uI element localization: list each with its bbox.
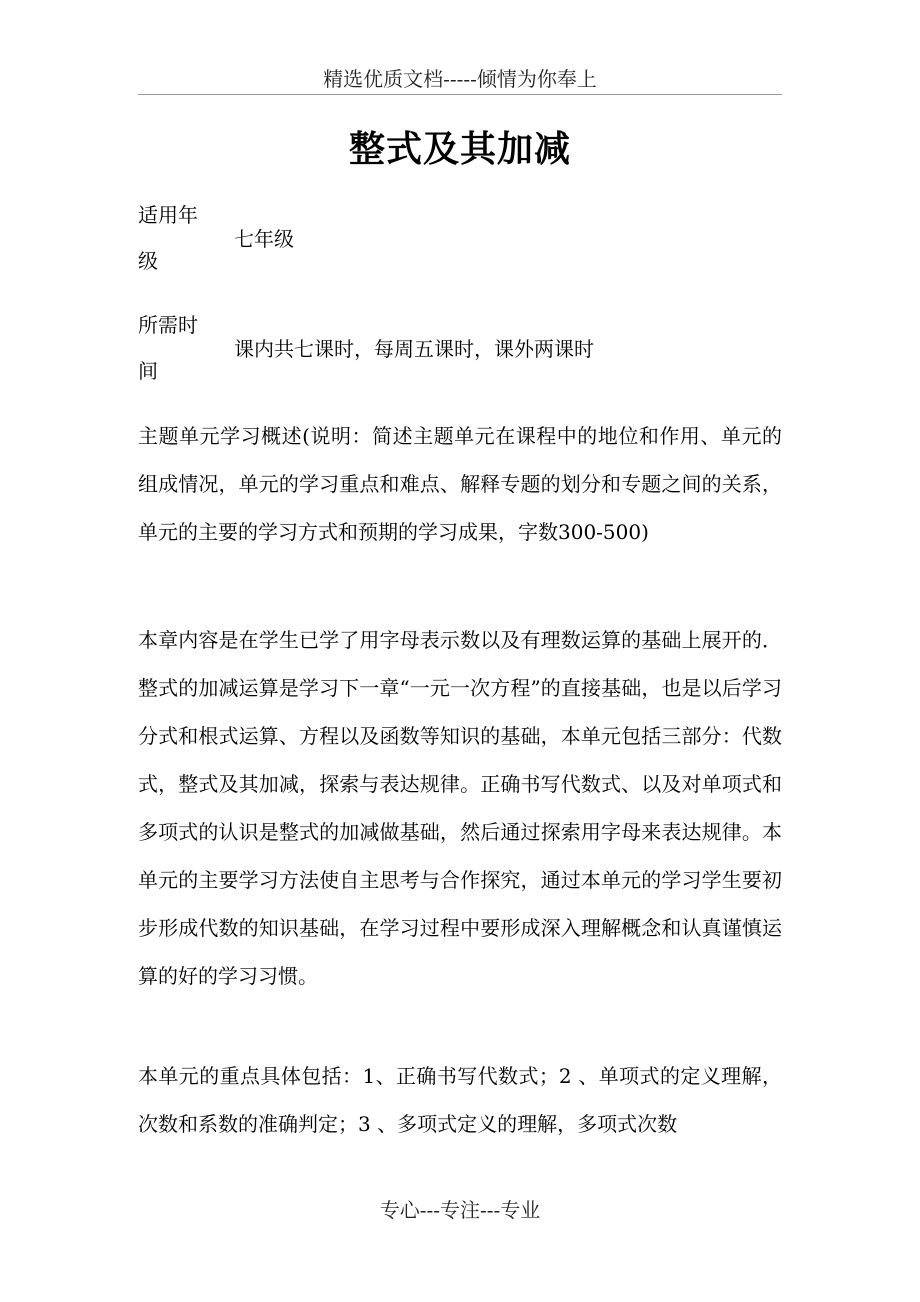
time-value: 课内共七课时，每周五课时，课外两课时 xyxy=(234,337,594,361)
overview-prompt: 主题单元学习概述(说明：简述主题单元在课程中的地位和作用、单元的组成情况，单元的学习重点和难点、解释专题的划分和专题之间的关系，单元的主要的学习方式和预期的学习成果，字数300-500) xyxy=(138,424,782,544)
header-divider xyxy=(138,94,782,95)
page-footer: 专心---专注---专业 xyxy=(379,1198,541,1222)
grade-value: 七年级 xyxy=(234,227,294,251)
key-points: 本单元的重点具体包括：1、正确书写代数式；2 、单项式的定义理解，次数和系数的准确判定；3 、多项式定义的理解，多项式次数 xyxy=(138,1064,782,1136)
grade-label: 适用年级 xyxy=(138,203,198,273)
overview-body: 本章内容是在学生已学了用字母表示数以及有理数运算的基础上展开的．整式的加减运算是学习下一章“一元一次方程”的直接基础，也是以后学习分式和根式运算、方程以及函数等知识的基础，本单元包括三部分：代数式，整式及其加减，探索与表达规律。正确书写代数式、以及对单项式和多项式的认识是整式的加减做基础，然后通过探索用字母来表达规律。本单元的主要学习方法使自主思考与合作探究，通过本单元的学习学生要初步形成代数的知识基础，在学习过程中要形成深入理解概念和认真谨慎运算的好的学习习惯。 xyxy=(138,628,782,988)
document-title: 整式及其加减 xyxy=(348,128,571,170)
page-header: 精选优质文档-----倾情为你奉上 xyxy=(323,67,597,91)
time-label: 所需时间 xyxy=(138,313,198,383)
